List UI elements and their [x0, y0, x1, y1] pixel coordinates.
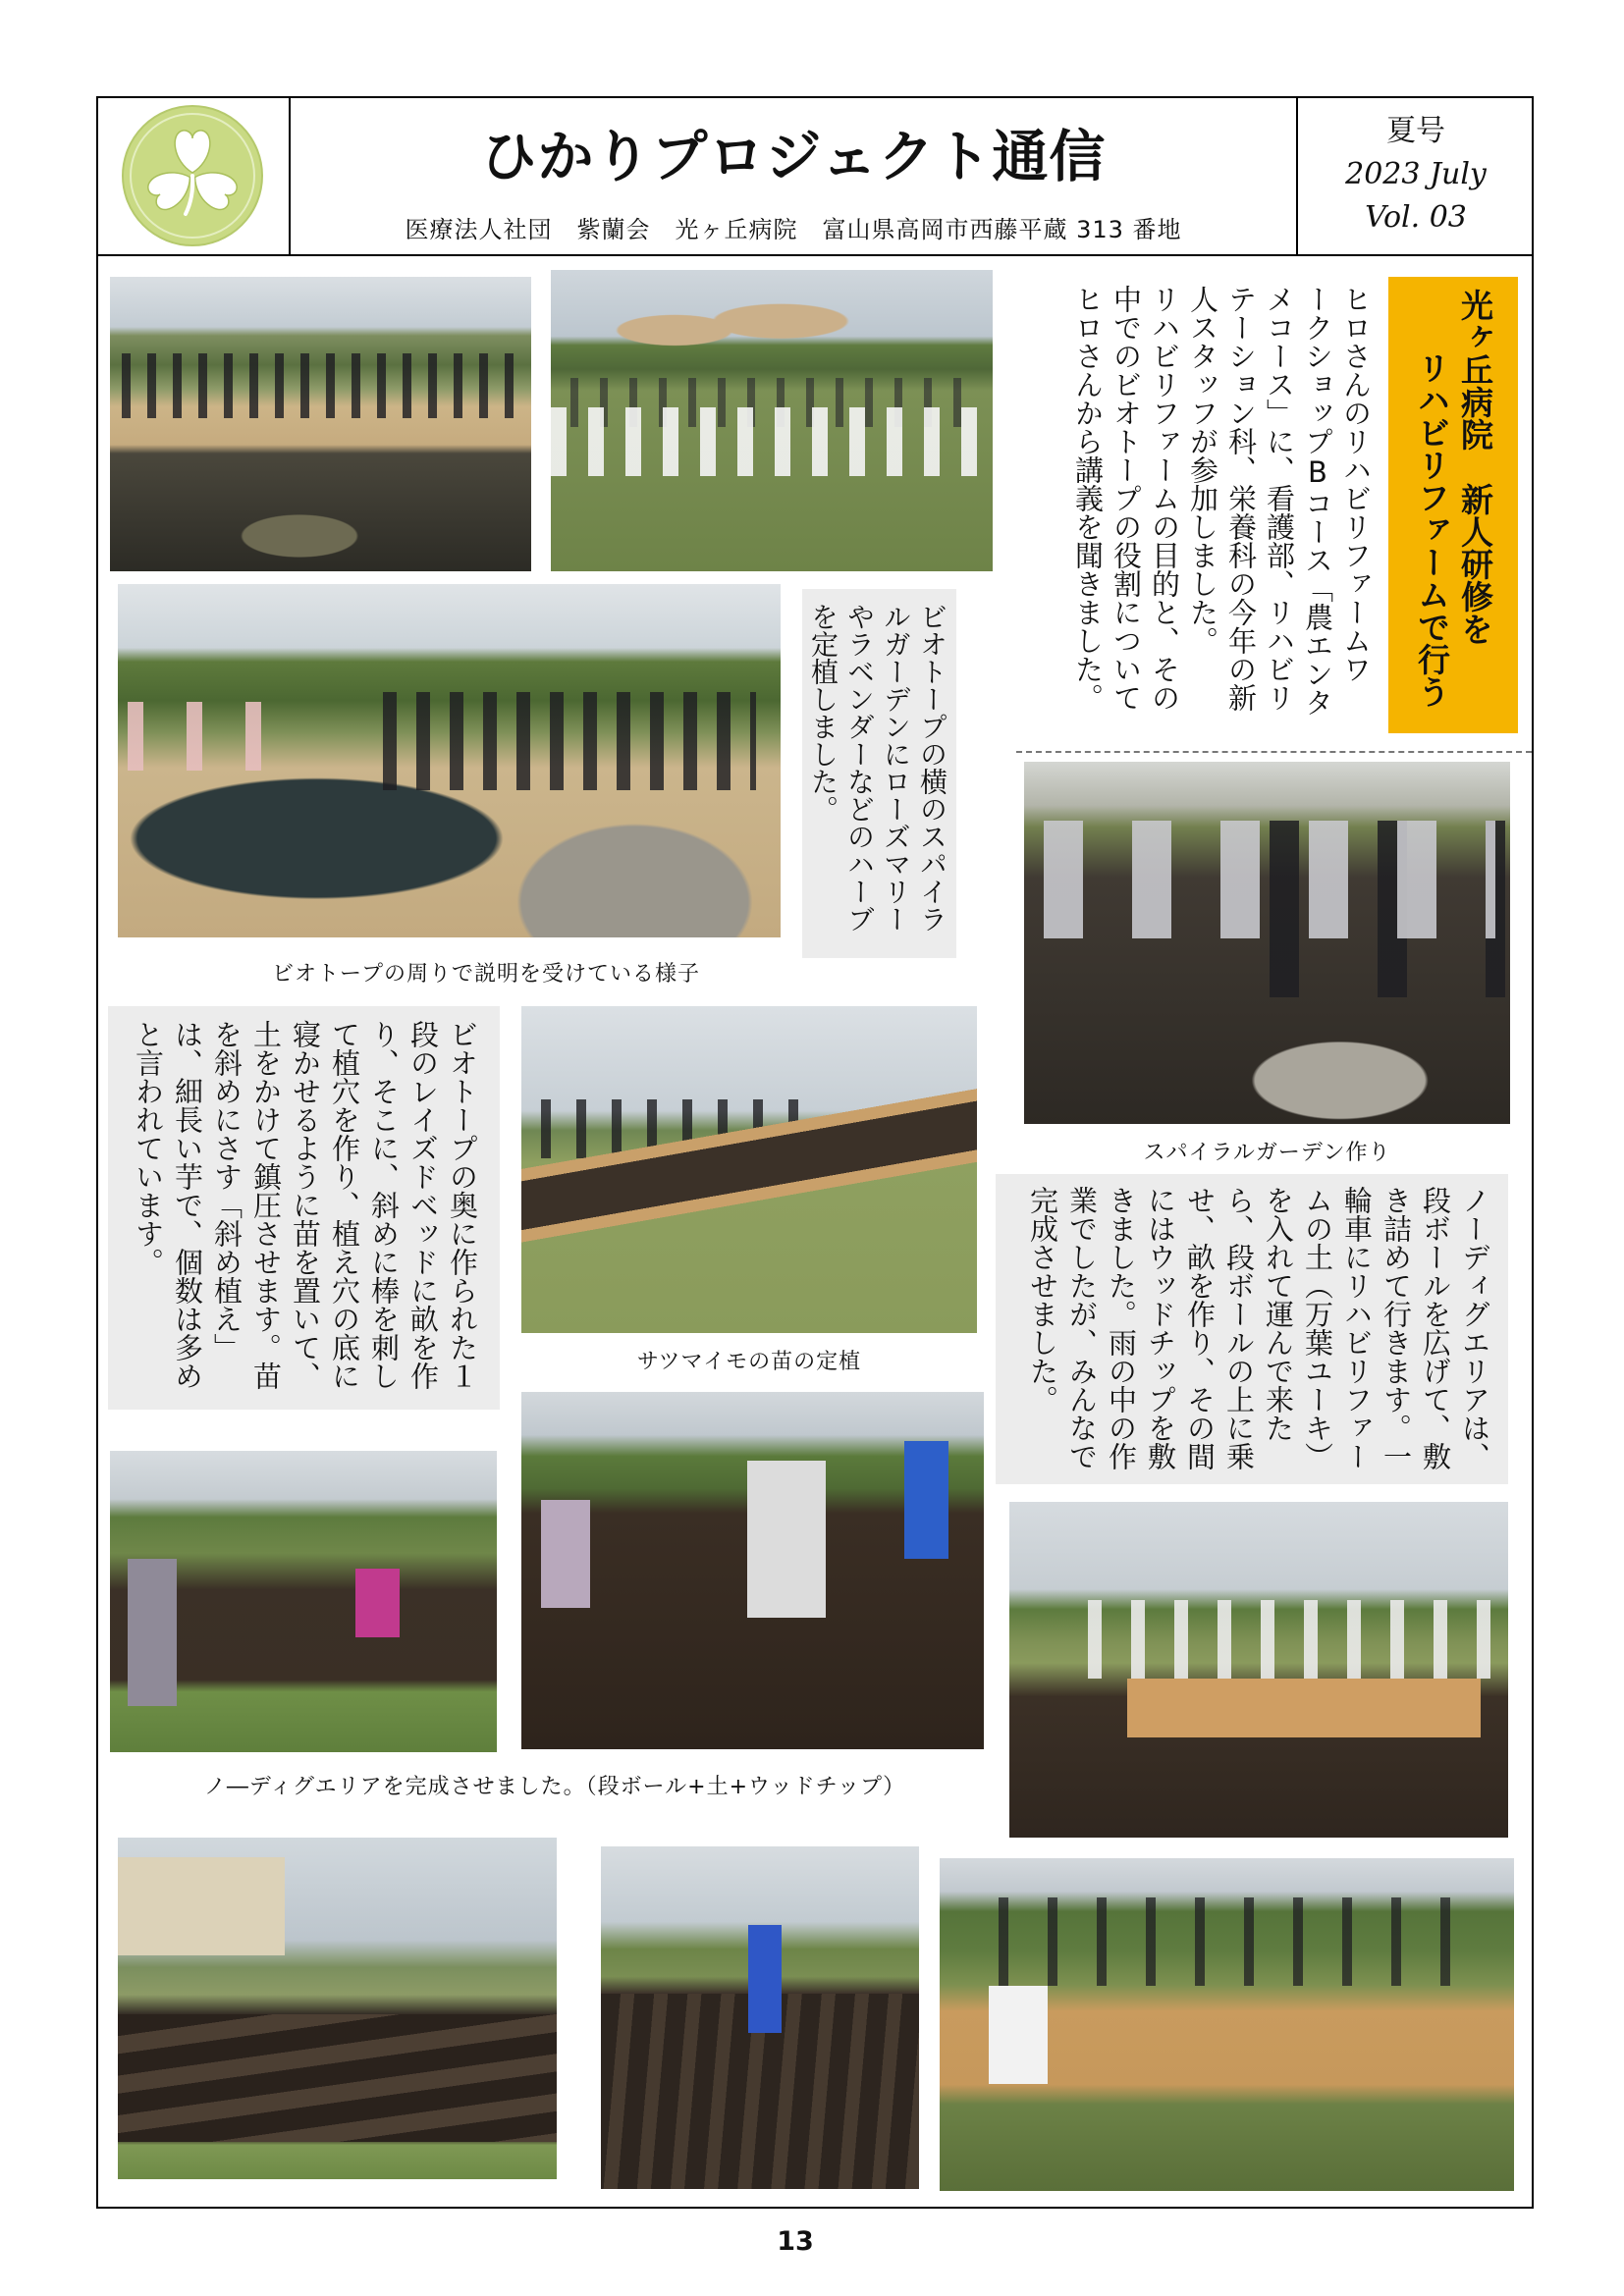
- note-line: を斜めにさす「斜め植え」: [210, 1020, 244, 1362]
- photo-spiral-garden: [1024, 762, 1510, 1124]
- note-line: 完成させました。: [1026, 1186, 1059, 1414]
- caption-biotope: ビオトープの周りで説明を受けている様子: [272, 962, 700, 987]
- headline-line: 光ヶ丘病院 新人研修を: [1456, 289, 1494, 645]
- note-line: ルガーデンにローズマリー: [880, 603, 912, 933]
- note-line: ら、段ボールの上に乗: [1222, 1186, 1256, 1470]
- logo-cell: [96, 96, 291, 254]
- headline-line: リハビリファームで行う: [1413, 351, 1451, 708]
- sweet-potato-note: [108, 1006, 500, 1410]
- photo-biotope-group: [118, 584, 781, 937]
- note-line: きました。雨の中の作: [1105, 1186, 1138, 1470]
- issue-date: 2023 July: [1345, 157, 1487, 191]
- note-line: ビオトープの奥に作られた１: [446, 1020, 479, 1390]
- caption-spiral-garden: スパイラルガーデン作り: [1143, 1141, 1391, 1165]
- issue-season: 夏号: [1386, 114, 1445, 148]
- intro-line: ヒロさんから講義を聞きました。: [1071, 285, 1105, 712]
- intro-line: 人スタッフが参加しました。: [1186, 285, 1219, 655]
- caption-no-dig: ノ―ディグエリアを完成させました。（段ボール+土+ウッドチップ）: [203, 1775, 906, 1799]
- intro-line: ークショップBコース「農エンタ: [1301, 285, 1334, 717]
- caption-sweet-potato: サツマイモの苗の定植: [636, 1350, 862, 1374]
- note-line: ノーディグエリアは、: [1458, 1186, 1491, 1470]
- photo-raking: [601, 1846, 919, 2189]
- note-line: やラベンダーなどのハーブ: [843, 603, 876, 933]
- note-line: にはウッドチップを敷: [1144, 1186, 1177, 1470]
- photo-wheelbarrow: [110, 1451, 497, 1752]
- photo-spreading-chips: [521, 1392, 984, 1749]
- note-line: き詰めて行きます。一: [1380, 1186, 1413, 1470]
- note-line: 輪車にリハビリファー: [1340, 1186, 1374, 1470]
- photo-outdoor-tables: [551, 270, 993, 571]
- intro-text: [1060, 285, 1375, 728]
- page-number: 13: [777, 2226, 814, 2257]
- herb-planting-note: [802, 589, 956, 958]
- photo-biotope-pond-lecture: [110, 277, 531, 571]
- no-dig-note: [996, 1174, 1508, 1484]
- note-line: て植穴を作り、植え穴の底に: [328, 1020, 361, 1390]
- intro-line: リハビリファームの目的と、その: [1148, 285, 1181, 712]
- intro-line: ヒロさんのリハビリファームワ: [1339, 285, 1373, 683]
- note-line: と言われています。: [132, 1020, 165, 1276]
- publisher-address: 医療法人社団 紫蘭会 光ヶ丘病院 富山県高岡市西藤平蔵 313 番地: [405, 216, 1182, 243]
- issue-volume: Vol. 03: [1365, 200, 1467, 235]
- intro-line: 中でのビオトープの役割について: [1110, 285, 1143, 712]
- photo-cardboard-field: [940, 1858, 1514, 2191]
- note-line: 寝かせるように苗を置いて、: [289, 1020, 322, 1390]
- note-line: を入れて運んで来た: [1262, 1186, 1295, 1442]
- note-line: せ、畝を作り、その間: [1183, 1186, 1217, 1470]
- note-line: り、そこに、斜めに棒を刺し: [367, 1020, 401, 1390]
- note-line: を定植しました。: [807, 603, 839, 823]
- note-line: は、細長い芋で、個数は多め: [171, 1020, 204, 1390]
- photo-laying-cardboard: [1009, 1502, 1508, 1838]
- intro-line: メコース」に、看護部、リハビリ: [1263, 285, 1296, 712]
- note-line: ビオトープの横のスパイラ: [916, 603, 948, 933]
- note-line: 段のレイズドベッドに畝を作: [406, 1020, 440, 1390]
- photo-raised-bed: [521, 1006, 977, 1333]
- intro-line: テーション科、栄養科の今年の新: [1224, 285, 1258, 712]
- trefoil-logo-icon: [121, 104, 264, 247]
- note-line: 土をかけて鎮圧させます。苗: [249, 1020, 283, 1390]
- note-line: ムの土（万葉ユーキ）: [1301, 1186, 1334, 1470]
- section-divider: [1016, 751, 1532, 753]
- article-headline: [1388, 277, 1518, 733]
- masthead: [96, 96, 1534, 256]
- title-cell: [291, 96, 1296, 254]
- newsletter-title: ひかりプロジェクト通信: [480, 124, 1107, 189]
- note-line: 業でしたが、みんなで: [1065, 1186, 1099, 1470]
- note-line: 段ボールを広げて、敷: [1419, 1186, 1452, 1470]
- photo-finished-beds: [118, 1838, 557, 2179]
- issue-info: [1296, 96, 1534, 254]
